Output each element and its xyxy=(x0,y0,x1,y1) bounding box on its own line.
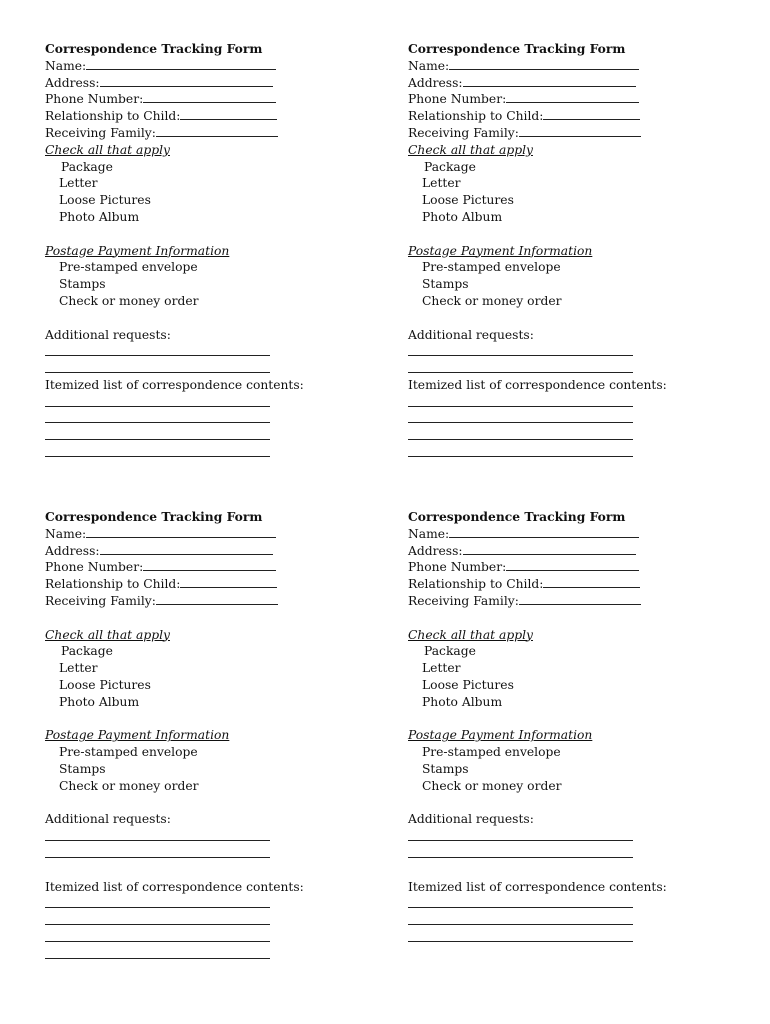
field-label: Name: xyxy=(45,526,87,541)
receiving-family-blank[interactable] xyxy=(519,593,641,605)
name-blank[interactable] xyxy=(449,58,639,70)
itemized-list-label: Itemized list of correspondence contents: xyxy=(45,377,304,392)
phone-number-field[interactable] xyxy=(408,91,738,108)
option-stamps[interactable]: Stamps xyxy=(59,277,106,292)
itemized-list-line[interactable] xyxy=(45,427,375,444)
address-blank[interactable] xyxy=(463,75,636,87)
postage-heading: Postage Payment Information xyxy=(408,243,593,258)
option-check-or-money-order[interactable]: Check or money order xyxy=(59,778,199,793)
option-photo-album[interactable]: Photo Album xyxy=(59,209,140,224)
address-field[interactable] xyxy=(408,543,738,560)
spacer xyxy=(408,610,738,627)
additional-requests-label: Additional requests: xyxy=(408,327,534,342)
option-letter[interactable]: Letter xyxy=(422,176,461,191)
form-title: Correspondence Tracking Form xyxy=(408,509,626,524)
field-label: Phone Number: xyxy=(408,92,507,107)
name-field[interactable] xyxy=(408,526,738,543)
itemized-list-label: Itemized list of correspondence contents: xyxy=(408,879,667,894)
phone-number-blank[interactable] xyxy=(506,559,639,571)
option-stamps[interactable]: Stamps xyxy=(422,761,469,776)
option-letter[interactable]: Letter xyxy=(422,661,461,676)
spacer xyxy=(45,310,375,327)
phone-number-blank[interactable] xyxy=(143,559,276,571)
tracking-form-top-left xyxy=(45,41,375,461)
phone-number-field[interactable] xyxy=(45,91,375,108)
option-photo-album[interactable]: Photo Album xyxy=(59,694,140,709)
address-field[interactable] xyxy=(45,543,375,560)
option-pre-stamped-envelope[interactable]: Pre-stamped envelope xyxy=(422,260,561,275)
additional-requests-line[interactable] xyxy=(45,828,375,845)
option-loose-pictures[interactable]: Loose Pictures xyxy=(422,193,514,208)
additional-requests-line[interactable] xyxy=(45,343,375,360)
option-check-or-money-order[interactable]: Check or money order xyxy=(422,778,562,793)
additional-requests-line[interactable] xyxy=(45,360,375,377)
check-heading: Check all that apply xyxy=(45,627,170,642)
additional-requests-line[interactable] xyxy=(408,828,738,845)
option-package[interactable]: Package xyxy=(61,644,113,659)
field-label: Phone Number: xyxy=(45,560,144,575)
spacer xyxy=(45,862,375,879)
option-letter[interactable]: Letter xyxy=(59,176,98,191)
name-blank[interactable] xyxy=(86,58,276,70)
address-blank[interactable] xyxy=(100,75,273,87)
itemized-list-line[interactable] xyxy=(45,929,375,946)
field-label: Phone Number: xyxy=(408,560,507,575)
tracking-form-bottom-left xyxy=(45,509,375,963)
field-label: Address: xyxy=(45,543,100,558)
form-title: Correspondence Tracking Form xyxy=(408,41,626,56)
itemized-list-line[interactable] xyxy=(45,444,375,461)
form-title: Correspondence Tracking Form xyxy=(45,509,263,524)
phone-number-blank[interactable] xyxy=(506,91,639,103)
itemized-list-line[interactable] xyxy=(45,895,375,912)
field-label: Receiving Family: xyxy=(408,125,519,140)
name-field[interactable] xyxy=(45,58,375,75)
itemized-list-label: Itemized list of correspondence contents: xyxy=(408,377,667,392)
name-blank[interactable] xyxy=(449,526,639,538)
option-pre-stamped-envelope[interactable]: Pre-stamped envelope xyxy=(59,745,198,760)
phone-number-blank[interactable] xyxy=(143,91,276,103)
field-label: Relationship to Child: xyxy=(408,109,544,124)
address-field[interactable] xyxy=(408,75,738,92)
field-label: Receiving Family: xyxy=(45,593,156,608)
option-photo-album[interactable]: Photo Album xyxy=(422,209,503,224)
field-label: Relationship to Child: xyxy=(45,577,181,592)
postage-heading: Postage Payment Information xyxy=(45,728,230,743)
additional-requests-line[interactable] xyxy=(408,343,738,360)
option-check-or-money-order[interactable]: Check or money order xyxy=(59,293,199,308)
field-label: Name: xyxy=(408,526,450,541)
relationship-blank[interactable] xyxy=(543,108,640,120)
relationship-field[interactable] xyxy=(408,576,738,593)
option-loose-pictures[interactable]: Loose Pictures xyxy=(59,677,151,692)
check-heading: Check all that apply xyxy=(408,142,533,157)
additional-requests-line[interactable] xyxy=(45,845,375,862)
relationship-field[interactable] xyxy=(45,108,375,125)
relationship-field[interactable] xyxy=(408,108,738,125)
spacer xyxy=(408,226,738,243)
receiving-family-field[interactable] xyxy=(408,593,738,610)
itemized-list-line[interactable] xyxy=(408,895,738,912)
option-stamps[interactable]: Stamps xyxy=(59,761,106,776)
itemized-list-line[interactable] xyxy=(408,444,738,461)
tracking-form-top-right xyxy=(408,41,738,461)
spacer xyxy=(408,795,738,812)
relationship-blank[interactable] xyxy=(180,108,277,120)
address-blank[interactable] xyxy=(100,543,273,555)
phone-number-field[interactable] xyxy=(408,559,738,576)
name-blank[interactable] xyxy=(86,526,276,538)
itemized-list-line[interactable] xyxy=(45,394,375,411)
option-stamps[interactable]: Stamps xyxy=(422,277,469,292)
address-blank[interactable] xyxy=(463,543,636,555)
check-heading: Check all that apply xyxy=(408,627,533,642)
postage-heading: Postage Payment Information xyxy=(408,728,593,743)
receiving-family-field[interactable] xyxy=(45,125,375,142)
itemized-list-line[interactable] xyxy=(408,929,738,946)
relationship-blank[interactable] xyxy=(180,576,277,588)
field-label: Name: xyxy=(45,58,87,73)
form-title: Correspondence Tracking Form xyxy=(45,41,263,56)
spacer xyxy=(45,795,375,812)
receiving-family-field[interactable] xyxy=(408,125,738,142)
field-label: Receiving Family: xyxy=(45,125,156,140)
itemized-list-line[interactable] xyxy=(45,946,375,963)
address-field[interactable] xyxy=(45,75,375,92)
option-loose-pictures[interactable]: Loose Pictures xyxy=(59,193,151,208)
additional-requests-label: Additional requests: xyxy=(408,812,534,827)
field-label: Address: xyxy=(408,75,463,90)
field-label: Name: xyxy=(408,58,450,73)
itemized-list-line[interactable] xyxy=(408,411,738,428)
name-field[interactable] xyxy=(45,526,375,543)
option-check-or-money-order[interactable]: Check or money order xyxy=(422,293,562,308)
relationship-blank[interactable] xyxy=(543,576,640,588)
option-photo-album[interactable]: Photo Album xyxy=(422,694,503,709)
receiving-family-blank[interactable] xyxy=(156,125,278,137)
spacer xyxy=(45,226,375,243)
receiving-family-blank[interactable] xyxy=(156,593,278,605)
spacer xyxy=(45,610,375,627)
check-heading: Check all that apply xyxy=(45,142,170,157)
postage-heading: Postage Payment Information xyxy=(45,243,230,258)
field-label: Phone Number: xyxy=(45,92,144,107)
name-field[interactable] xyxy=(408,58,738,75)
field-label: Relationship to Child: xyxy=(408,577,544,592)
spacer xyxy=(408,711,738,728)
tracking-form-bottom-right xyxy=(408,509,738,946)
spacer xyxy=(408,862,738,879)
field-label: Address: xyxy=(45,75,100,90)
option-package[interactable]: Package xyxy=(424,644,476,659)
relationship-field[interactable] xyxy=(45,576,375,593)
option-loose-pictures[interactable]: Loose Pictures xyxy=(422,677,514,692)
additional-requests-label: Additional requests: xyxy=(45,327,171,342)
additional-requests-line[interactable] xyxy=(408,360,738,377)
option-package[interactable]: Package xyxy=(424,159,476,174)
itemized-list-line[interactable] xyxy=(45,411,375,428)
additional-requests-label: Additional requests: xyxy=(45,812,171,827)
field-label: Address: xyxy=(408,543,463,558)
option-letter[interactable]: Letter xyxy=(59,661,98,676)
spacer xyxy=(408,310,738,327)
receiving-family-blank[interactable] xyxy=(519,125,641,137)
phone-number-field[interactable] xyxy=(45,559,375,576)
option-pre-stamped-envelope[interactable]: Pre-stamped envelope xyxy=(59,260,198,275)
option-package[interactable]: Package xyxy=(61,159,113,174)
itemized-list-line[interactable] xyxy=(408,427,738,444)
receiving-family-field[interactable] xyxy=(45,593,375,610)
itemized-list-label: Itemized list of correspondence contents: xyxy=(45,879,304,894)
spacer xyxy=(45,711,375,728)
field-label: Receiving Family: xyxy=(408,593,519,608)
itemized-list-line[interactable] xyxy=(408,912,738,929)
itemized-list-line[interactable] xyxy=(45,912,375,929)
additional-requests-line[interactable] xyxy=(408,845,738,862)
itemized-list-line[interactable] xyxy=(408,394,738,411)
field-label: Relationship to Child: xyxy=(45,109,181,124)
option-pre-stamped-envelope[interactable]: Pre-stamped envelope xyxy=(422,745,561,760)
